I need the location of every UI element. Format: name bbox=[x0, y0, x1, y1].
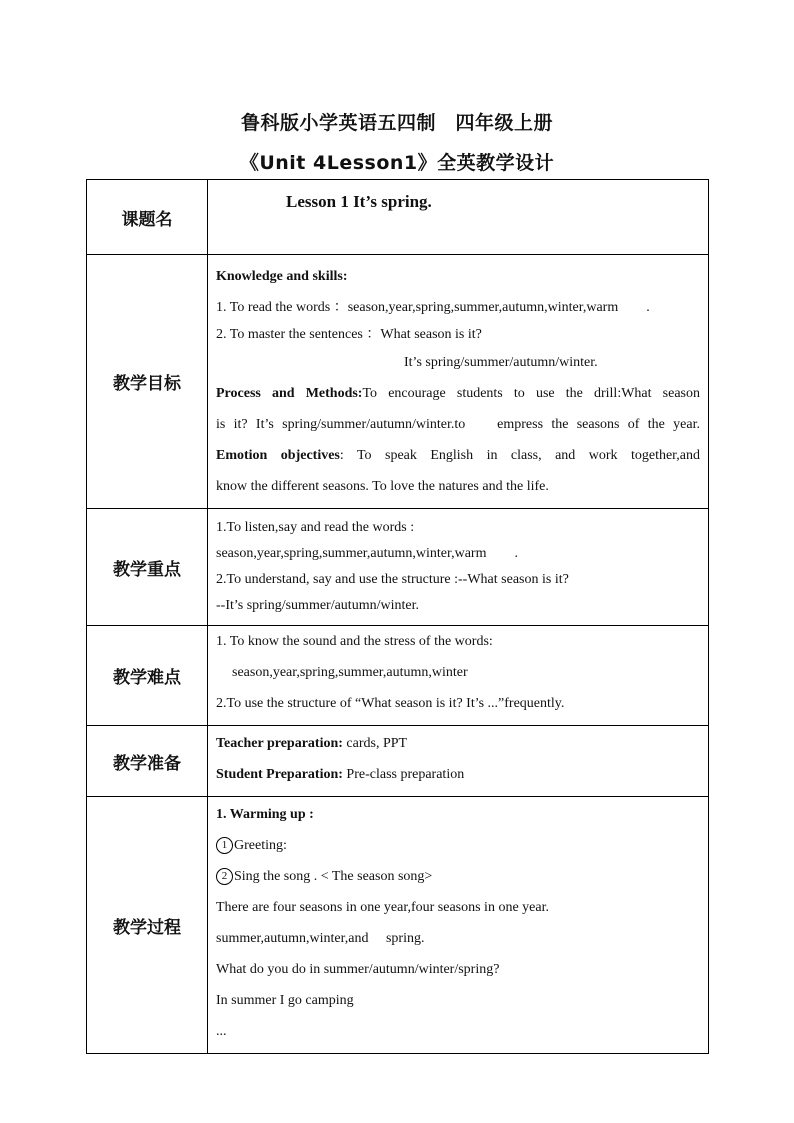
lesson-plan-table bbox=[86, 179, 709, 1054]
label-objectives: 教学目标 bbox=[87, 255, 208, 509]
label-key-points: 教学重点 bbox=[87, 509, 208, 626]
process-line-4: summer,autumn,winter,and spring. bbox=[216, 931, 425, 946]
student-preparation-text: Pre-class preparation bbox=[342, 767, 465, 782]
document-title: 鲁科版小学英语五四制 四年级上册 bbox=[240, 112, 553, 134]
row-preparation bbox=[87, 726, 709, 797]
circled-number-1: 1 bbox=[216, 837, 233, 854]
knowledge-heading: Knowledge and skills: bbox=[216, 269, 348, 284]
difficulty-line-1: 1. To know the sound and the stress of the words: bbox=[216, 634, 493, 649]
label-difficulties: 教学难点 bbox=[87, 626, 208, 726]
emotion-line-1 bbox=[216, 440, 700, 471]
row-difficulties bbox=[87, 626, 709, 726]
label-topic: 课题名 bbox=[87, 180, 208, 255]
process-line-6: In summer I go camping bbox=[216, 993, 354, 1008]
process-item-1-text: Greeting: bbox=[234, 838, 287, 853]
key-point-line-3: 2.To understand, say and use the structure :--What season is it? bbox=[216, 572, 569, 587]
lesson-title: Lesson 1 It’s spring. bbox=[286, 192, 432, 211]
process-line-7: ... bbox=[216, 1024, 227, 1039]
emotion-heading: Emotion objectives bbox=[216, 448, 340, 463]
teacher-preparation-text: cards, PPT bbox=[342, 736, 408, 751]
row-key-points bbox=[87, 509, 709, 626]
circled-number-2: 2 bbox=[216, 868, 233, 885]
emotion-line-2: know the different seasons. To love the natures and the life. bbox=[216, 479, 549, 494]
knowledge-line-1: 1. To read the words ：season,year,spring,summer,autumn,winter,warm . bbox=[216, 300, 650, 315]
student-preparation bbox=[216, 759, 700, 790]
row-objectives bbox=[87, 255, 709, 509]
difficulty-line-2: season,year,spring,summer,autumn,winter bbox=[232, 665, 468, 680]
knowledge-line-2: 2. To master the sentences ：What season is it? bbox=[216, 327, 482, 342]
emotion-text-1: : To speak English in class, and work together,and bbox=[339, 448, 700, 463]
document-subtitle: 《Unit 4Lesson1》全英教学设计 bbox=[239, 152, 555, 174]
process-item-1 bbox=[216, 830, 700, 861]
difficulty-line-3: 2.To use the structure of “What season is it? It’s ...”frequently. bbox=[216, 696, 565, 711]
warming-up-heading: 1. Warming up : bbox=[216, 807, 314, 822]
process-line-5: What do you do in summer/autumn/winter/spring? bbox=[216, 962, 500, 977]
teacher-preparation bbox=[216, 728, 700, 759]
label-preparation: 教学准备 bbox=[87, 726, 208, 797]
row-process bbox=[87, 797, 709, 1054]
process-methods-text-1: To encourage students to use the drill:What season bbox=[362, 386, 701, 401]
label-process: 教学过程 bbox=[87, 797, 208, 1054]
process-line-3: There are four seasons in one year,four seasons in one year. bbox=[216, 900, 549, 915]
process-item-2-text: Sing the song . < The season song> bbox=[234, 869, 433, 884]
key-point-line-1: 1.To listen,say and read the words : bbox=[216, 520, 415, 535]
student-preparation-heading: Student Preparation: bbox=[216, 767, 343, 782]
process-item-2 bbox=[216, 861, 700, 892]
teacher-preparation-heading: Teacher preparation: bbox=[216, 736, 343, 751]
key-point-line-2: season,year,spring,summer,autumn,winter,warm . bbox=[216, 546, 518, 561]
row-topic bbox=[87, 180, 709, 255]
process-methods-heading: Process and Methods: bbox=[216, 386, 363, 401]
key-point-line-4: --It’s spring/summer/autumn/winter. bbox=[216, 598, 419, 613]
process-methods-line-2: is it? It’s spring/summer/autumn/winter.to empress the seasons of the year. bbox=[216, 417, 700, 432]
process-methods-line-1 bbox=[216, 378, 700, 409]
knowledge-line-3: It’s spring/summer/autumn/winter. bbox=[404, 355, 598, 370]
